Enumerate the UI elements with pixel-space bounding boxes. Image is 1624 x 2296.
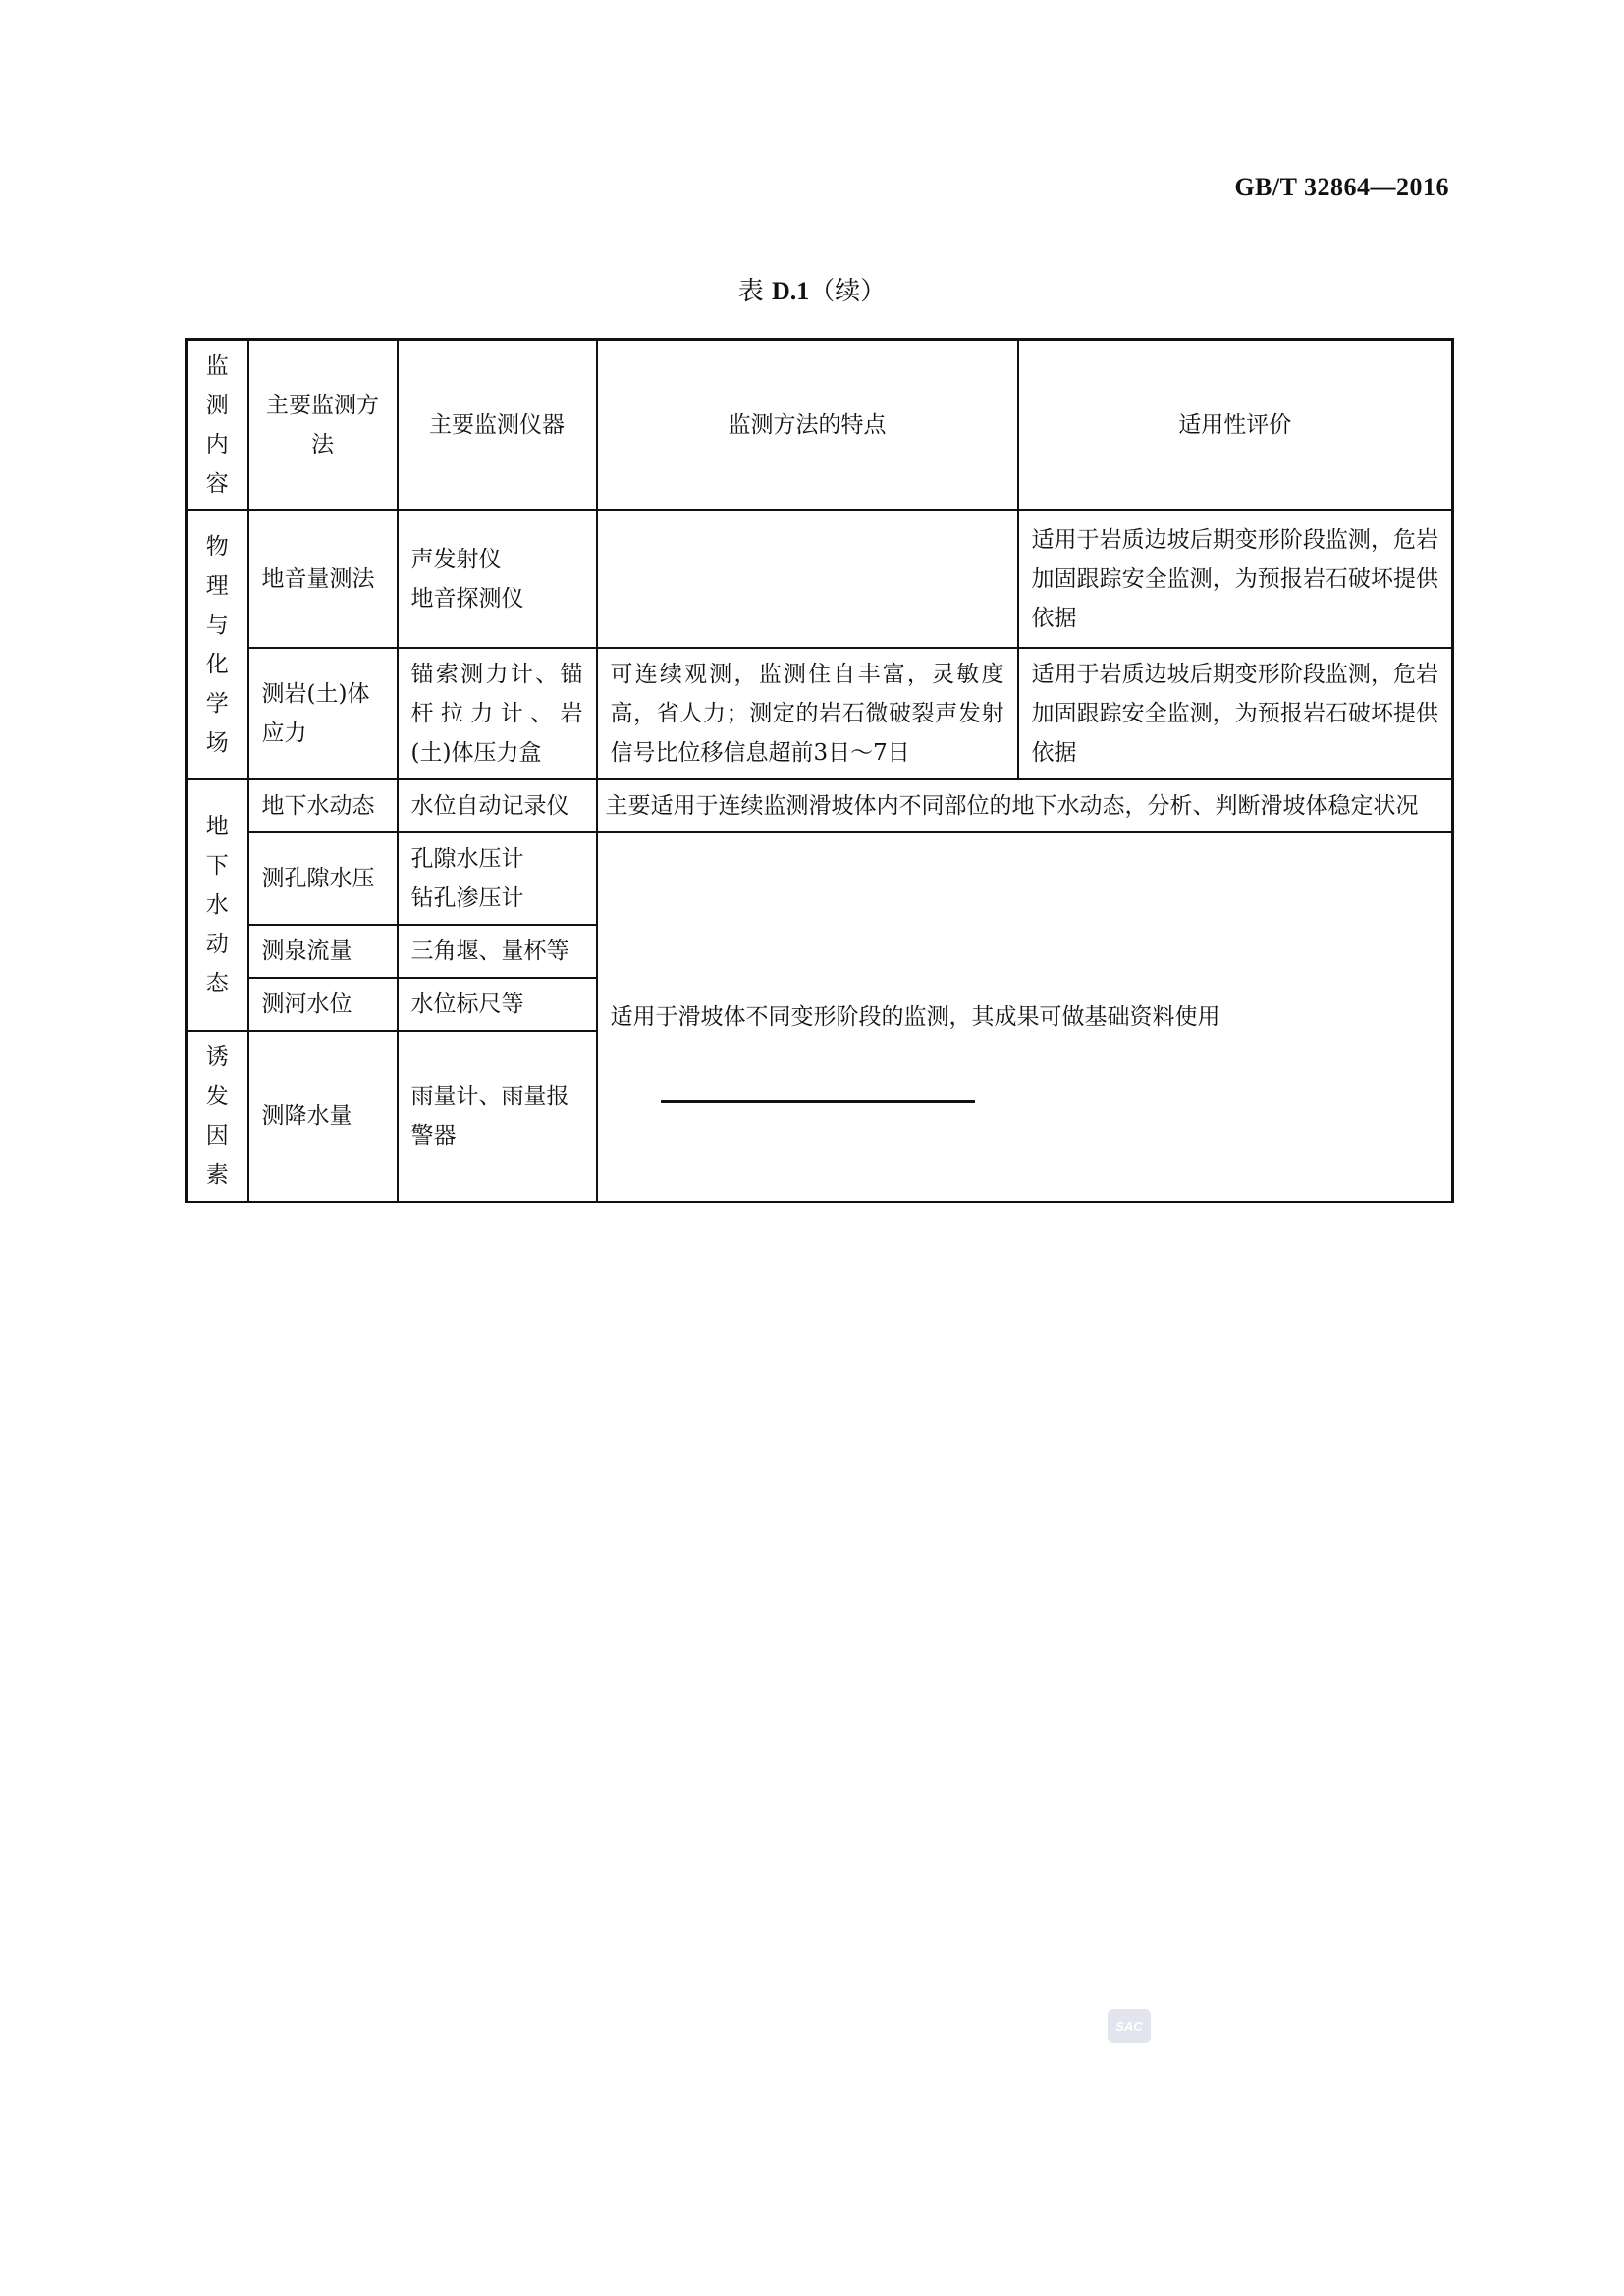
- end-of-document-rule: [661, 1100, 975, 1103]
- table-title-label: D.1: [771, 277, 810, 305]
- header-feature: 监测方法的特点: [597, 340, 1018, 511]
- instrument-cell: 水位自动记录仪: [398, 779, 597, 832]
- method-cell: 测河水位: [248, 978, 398, 1031]
- method-cell: 测孔隙水压: [248, 832, 398, 925]
- table-row: [187, 832, 1453, 925]
- table-row: [187, 779, 1453, 832]
- shared-evaluation-cell: 适用于滑坡体不同变形阶段的监测，其成果可做基础资料使用: [597, 832, 1453, 1202]
- sac-logo-mark: [1110, 2016, 1149, 2036]
- header-evaluation: 适用性评价: [1018, 340, 1453, 511]
- evaluation-cell: 适用于岩质边坡后期变形阶段监测，危岩加固跟踪安全监测，为预报岩石破坏提供依据: [1018, 510, 1453, 648]
- sac-logo-icon: [1108, 2009, 1151, 2043]
- evaluation-cell: 适用于岩质边坡后期变形阶段监测，危岩加固跟踪安全监测，为预报岩石破坏提供依据: [1018, 648, 1453, 779]
- method-cell: 测岩(土)体应力: [248, 648, 398, 779]
- instrument-cell: 孔隙水压计 钻孔渗压计: [398, 832, 597, 925]
- category-physical-chemical: 物理与化学场: [187, 510, 248, 779]
- instrument-cell: 三角堰、量杯等: [398, 925, 597, 978]
- method-cell: 地音量测法: [248, 510, 398, 648]
- standard-code: GB/T 32864—2016: [1234, 173, 1449, 201]
- category-groundwater: 地下水动态: [187, 779, 248, 1031]
- table-title-suffix: （续）: [809, 277, 887, 306]
- combined-evaluation-cell: 主要适用于连续监测滑坡体内不同部位的地下水动态，分析、判断滑坡体稳定状况: [597, 779, 1453, 832]
- instrument-cell: 水位标尺等: [398, 978, 597, 1031]
- table-title-prefix: 表: [737, 277, 772, 306]
- method-cell: 地下水动态: [248, 779, 398, 832]
- header-method: 主要监测方法: [248, 340, 398, 511]
- header-instrument: 主要监测仪器: [398, 340, 597, 511]
- table-row: [187, 510, 1453, 648]
- method-cell: 测降水量: [248, 1031, 398, 1202]
- instrument-cell: 声发射仪 地音探测仪: [398, 510, 597, 648]
- svg-text:SAC: SAC: [1115, 2019, 1143, 2034]
- table-row: [187, 648, 1453, 779]
- table-title: [0, 271, 1624, 307]
- feature-cell-empty: [597, 510, 1018, 648]
- method-cell: 测泉流量: [248, 925, 398, 978]
- instrument-cell: 雨量计、雨量报警器: [398, 1031, 597, 1202]
- category-triggers: 诱发因素: [187, 1031, 248, 1202]
- feature-cell: 可连续观测，监测住自丰富，灵敏度高，省人力；测定的岩石微破裂声发射信号比位移信息超前3日～7日: [597, 648, 1018, 779]
- header-content: 监测内容: [187, 340, 248, 511]
- monitoring-methods-table: [185, 338, 1454, 1203]
- table-header-row: [187, 340, 1453, 511]
- instrument-cell: 锚索测力计、锚杆拉力计、岩(土)体压力盒: [398, 648, 597, 779]
